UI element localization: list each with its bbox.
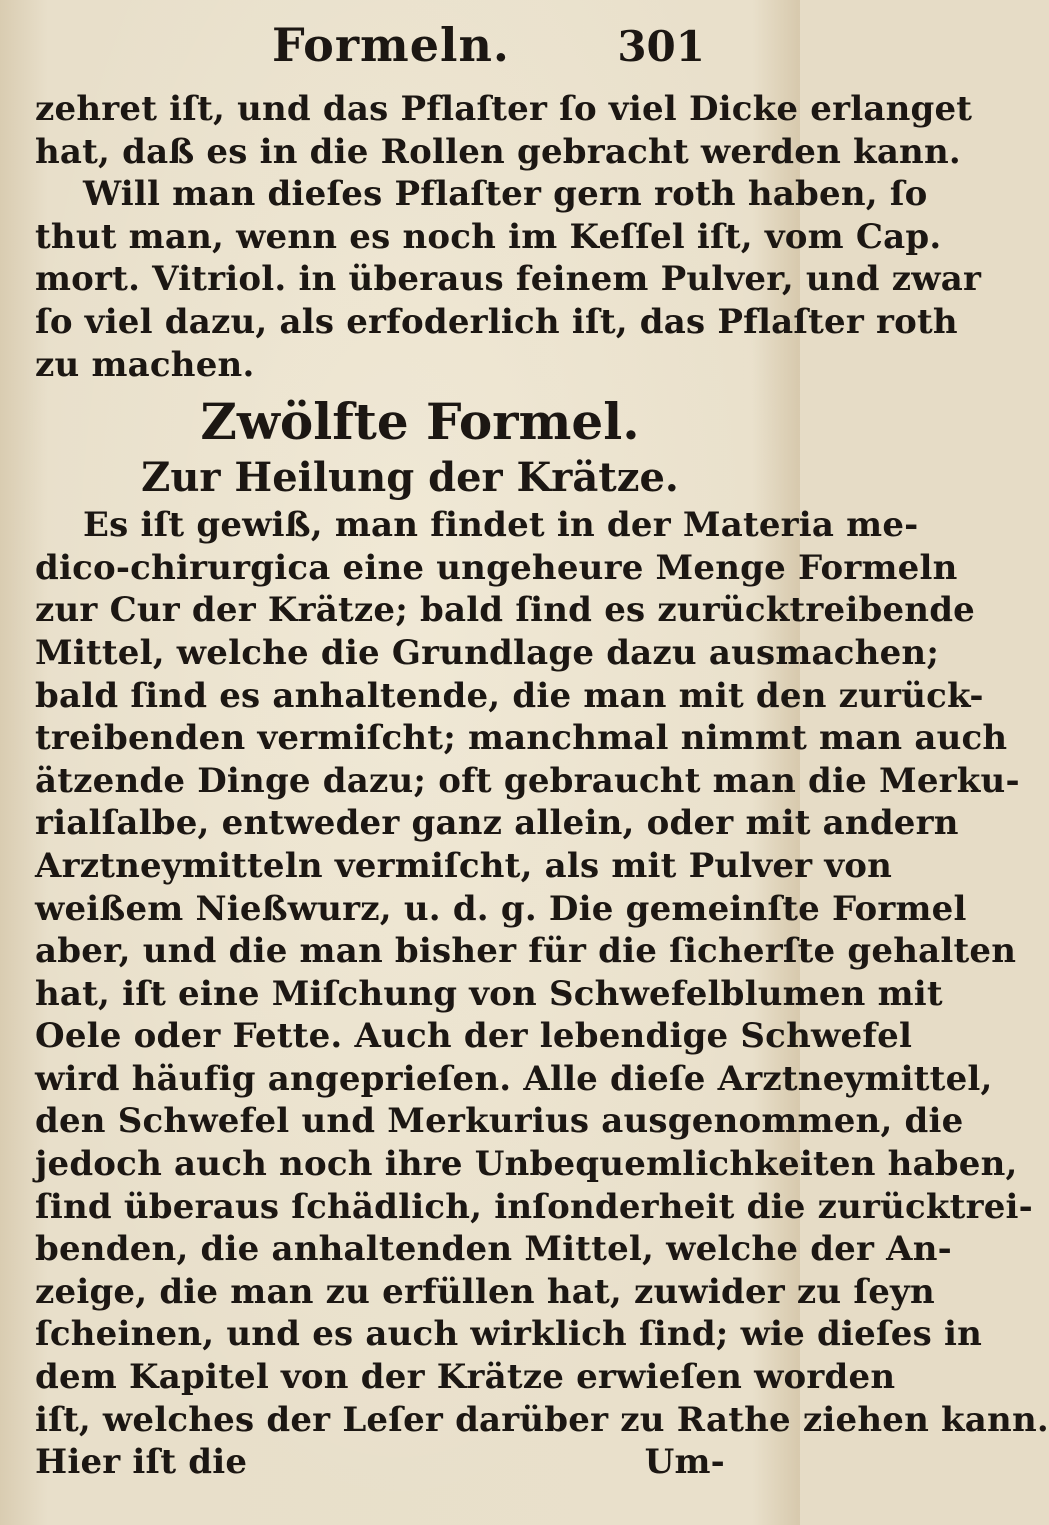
text-line: hat, daß es in die Rollen gebracht werden kann. — [35, 131, 961, 172]
section-heading — [35, 392, 725, 504]
text-line: bald ſind es anhaltende, die man mit den zurück- — [35, 675, 984, 716]
text-line: benden, die anhaltenden Mittel, welche der An- — [35, 1229, 952, 1270]
text-line: mort. Vitriol. in überaus feinem Pulver, und zwar — [35, 259, 982, 300]
text-line: aber, und die man bisher für die ſicherſte gehalten — [35, 931, 1017, 972]
page-number: 301 — [617, 22, 705, 71]
text-line: rialſalbe, entweder ganz allein, oder mit andern — [35, 803, 959, 844]
text-line: treibenden vermiſcht; manchmal nimmt man auch — [35, 718, 1008, 759]
text-line: Arztneymitteln vermiſcht, als mit Pulver von — [35, 845, 893, 886]
section-title: Zwölfte Formel. — [200, 392, 640, 452]
last-line — [35, 1441, 725, 1484]
running-title: Formeln. — [272, 18, 510, 72]
text-line: ätzende Dinge dazu; oft gebraucht man die Merku- — [35, 760, 1020, 801]
text-line: den Schwefel und Merkurius ausgenommen, die — [35, 1101, 964, 1142]
text-line: zu machen. — [35, 344, 255, 385]
text-line: iſt, welches der Leſer darüber zu Rathe ziehen kann. — [35, 1399, 1049, 1440]
text-line: ſind überaus ſchädlich, inſonderheit die zurücktrei- — [35, 1186, 1033, 1227]
page-header — [0, 12, 800, 82]
section-subtitle: Zur Heilung der Krätze. — [141, 454, 679, 502]
text-line: Es iſt gewiß, man findet in der Materia me- — [83, 505, 919, 546]
text-line: thut man, wenn es noch im Keſſel iſt, vom Cap. — [35, 216, 942, 257]
text-line: ſo viel dazu, als erfoderlich iſt, das Pflaſter roth — [35, 301, 958, 342]
text-line: Will man dieſes Pflaſter gern roth haben, ſo — [83, 174, 928, 215]
text-line: zeige, die man zu erfüllen hat, zuwider zu ſeyn — [35, 1271, 935, 1312]
text-line: zur Cur der Krätze; bald ſind es zurücktreibende — [35, 590, 976, 631]
text-line: jedoch auch noch ihre Unbequemlichkeiten haben, — [35, 1144, 1018, 1185]
text-line: zehret iſt, und das Pflaſter ſo viel Dicke erlanget — [35, 89, 973, 129]
text-line: Oele oder Fette. Auch der lebendige Schwefel — [35, 1016, 913, 1057]
text-line: weißem Nießwurz, u. d. g. Die gemeinſte Formel — [35, 888, 967, 929]
text-line: dico-chirurgica eine ungeheure Menge Formeln — [35, 547, 958, 588]
last-line-text: Hier iſt die — [35, 1442, 248, 1483]
body-text — [35, 88, 1049, 1484]
text-line: ſcheinen, und es auch wirklich ſind; wie dieſes in — [35, 1314, 983, 1355]
catchword: Um- — [644, 1442, 725, 1483]
text-line: hat, iſt eine Miſchung von Schwefelblumen mit — [35, 973, 943, 1014]
text-line: Mittel, welche die Grundlage dazu ausmachen; — [35, 632, 940, 673]
text-line: wird häufig angeprieſen. Alle dieſe Arztneymittel, — [35, 1058, 993, 1099]
text-line: dem Kapitel von der Krätze erwieſen worden — [35, 1357, 896, 1398]
